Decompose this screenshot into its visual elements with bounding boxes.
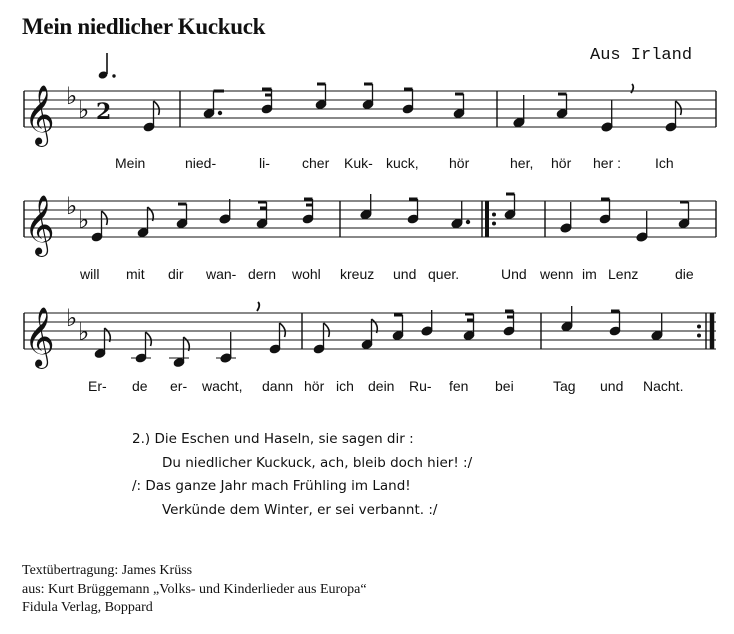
- treble-clef-icon: [24, 307, 55, 369]
- svg-text:♭: ♭: [78, 318, 90, 346]
- credit-line: Textübertragung: James Krüss: [22, 563, 193, 578]
- lyric-syllable: Kuk-: [344, 155, 373, 171]
- song-title: Mein niedlicher Kuckuck: [22, 14, 266, 39]
- treble-clef-icon: [24, 195, 55, 257]
- lyric-syllable: Ich: [655, 155, 674, 171]
- lyric-syllable: Und: [501, 266, 527, 282]
- lyric-syllable: kreuz: [340, 266, 375, 282]
- lyric-syllable: her :: [593, 155, 622, 171]
- lyric-syllable: die: [675, 266, 694, 282]
- lyric-syllable: will: [80, 266, 100, 282]
- lyric-syllable: mit: [126, 266, 145, 282]
- lyric-syllable: Er-: [88, 378, 107, 394]
- lyric-syllable: und: [600, 378, 624, 394]
- lyric-syllable: quer.: [428, 266, 460, 282]
- credit-line: aus: Kurt Brüggemann „Volks- und Kinderlieder aus Europa“: [22, 581, 367, 597]
- svg-text:𝄞: 𝄞: [24, 85, 55, 145]
- credits: [22, 562, 367, 618]
- svg-text:♭: ♭: [78, 96, 90, 124]
- verse-2: [132, 428, 472, 522]
- lyric-syllable: hör: [449, 155, 470, 171]
- lyric-syllable: Nacht.: [643, 378, 684, 394]
- lyric-syllable: her,: [510, 155, 534, 171]
- verse-line: 2.) Die Eschen und Haseln, sie sagen dir :: [132, 431, 414, 447]
- lyric-syllable: dann: [262, 378, 294, 394]
- lyric-syllable: wan-: [206, 266, 237, 282]
- treble-clef-icon: [24, 85, 55, 147]
- time-signature: [96, 99, 111, 125]
- lyric-syllable: kuck,: [386, 155, 419, 171]
- lyric-syllable: bei: [495, 378, 514, 394]
- lyric-syllable: nied-: [185, 155, 217, 171]
- lyric-syllable: wenn: [540, 266, 574, 282]
- svg-text:𝄞: 𝄞: [24, 195, 55, 255]
- svg-text:2: 2: [96, 99, 112, 125]
- lyric-syllable: Ru-: [409, 378, 432, 394]
- lyric-syllable: hör: [551, 155, 572, 171]
- svg-text:♭: ♭: [78, 206, 90, 234]
- tempo-mark-icon: [98, 53, 116, 80]
- lyric-syllable: de: [132, 378, 148, 394]
- lyric-syllable: cher: [302, 155, 330, 171]
- svg-text:♭: ♭: [66, 82, 78, 110]
- lyric-syllable: wohl: [292, 266, 321, 282]
- song-origin: Aus Irland: [590, 46, 693, 65]
- lyric-syllable: und: [393, 266, 417, 282]
- lyric-syllable: er-: [170, 378, 188, 394]
- lyric-syllable: dein: [368, 378, 395, 394]
- lyric-syllable: ich: [336, 378, 354, 394]
- verse-line: Du niedlicher Kuckuck, ach, bleib doch hier! :/: [162, 454, 473, 471]
- credit-line: Fidula Verlag, Boppard: [22, 600, 153, 615]
- staff-2: [24, 201, 716, 237]
- lyric-syllable: im: [582, 266, 597, 282]
- lyric-syllable: Mein: [115, 155, 146, 171]
- notes-staff-3: [94, 302, 663, 368]
- svg-text:♭: ♭: [66, 192, 78, 220]
- verse-line: Verkünde dem Winter, er sei verbannt. :/: [162, 501, 438, 518]
- lyric-syllable: hör: [304, 378, 325, 394]
- lyric-syllable: fen: [449, 378, 469, 394]
- lyric-syllable: dern: [248, 266, 277, 282]
- lyric-syllable: li-: [259, 155, 270, 171]
- svg-text:♭: ♭: [66, 304, 78, 332]
- verse-line: /: Das ganze Jahr mach Frühling im Land!: [132, 478, 411, 494]
- lyric-syllable: Tag: [553, 378, 576, 394]
- lyric-syllable: Lenz: [608, 266, 639, 282]
- svg-text:𝄞: 𝄞: [24, 307, 55, 367]
- lyric-syllable: dir: [168, 266, 184, 282]
- lyric-syllable: wacht,: [202, 378, 243, 394]
